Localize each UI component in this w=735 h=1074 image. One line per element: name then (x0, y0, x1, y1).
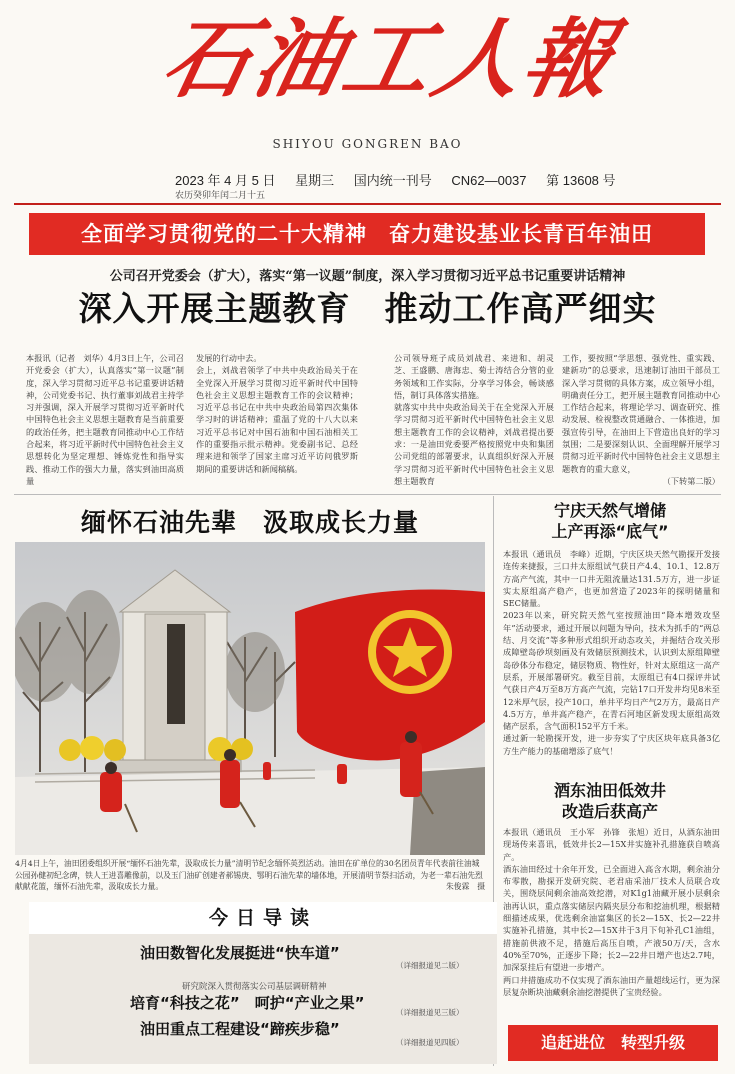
issue-date: 2023 年 4 月 5 日 (175, 173, 276, 188)
lead-column-4: 工作，要按照“学思想、强党性、重实践、建新功”的总要求，迅速制订油田干部员工深入学习贯彻的具体方案，成立领导小组，明确责任分工，把开展主题教育同推动中心工作结合起来，将理论学习、调查研究、推动发展、检视整改贯通融合、一体推进，加强宣传引导，在油田上下营造出良好的学习氛围；二是要深刻认识、全面理解开展学习贯彻习近平新时代中国特色社会主义思想主题教育的重大意义， (562, 353, 720, 474)
issue-number: 第 13608 号 (546, 173, 616, 188)
newspaper-pinyin: SHIYOU GONGREN BAO (272, 137, 463, 151)
today-guide-title: 今日导读 (29, 902, 497, 934)
memorial-photo (15, 542, 485, 855)
dateline (175, 170, 632, 189)
guide-item-3-note: （详细报道见四版） (396, 1038, 464, 1047)
masthead (0, 0, 735, 160)
photo-illustration (15, 542, 485, 855)
domestic-code-label: 国内统一刊号 (353, 173, 432, 188)
lead-kicker: 公司召开党委会（扩大），落实“第一议题”制度，深入学习贯彻习近平总书记重要讲话精神 (109, 269, 626, 284)
lead-column-1: 本报讯（记者 刘华）4月3日上午，公司召开党委会（扩大），认真落实“第一议题”制度，深入学习贯彻习近平总书记重要讲话精神，公司党委书记、执行董事刘战君主持学习并强调，深入开展学习贯彻习近平新时代中国特色社会主义思想主题教育是当前重要的政治任务，把主题教育同推动中心工作结合起来，将习近平新时代中国特色社会主义思想转化为坚定理想、锤炼党性和指导实践、推动工作的强大力量，落实到油田高质量 (26, 353, 184, 486)
lead-headline: 深入开展主题教育 推动工作高严细实 (78, 289, 657, 328)
guide-item-2[interactable]: 培育“科技之花” 呵护“产业之果” (130, 994, 365, 1012)
cn-number: CN62—0037 (451, 173, 527, 188)
photo-headline: 缅怀石油先辈 汲取成长力量 (80, 508, 419, 537)
weekday: 星期三 (295, 173, 335, 188)
newspaper-title: 石油工人報 (154, 9, 626, 110)
slogan-banner: 追赶进位 转型升级 (508, 1025, 718, 1061)
guide-item-3[interactable]: 油田重点工程建设“蹄疾步稳” (140, 1020, 340, 1038)
photographer-credit: 朱俊霖 摄 (446, 882, 485, 891)
side1-body: 本报讯（通讯员 李峰）近期，宁庆区块天然气勘探开发接连传来捷报，三口井太原组试气获日产4.4、10.1、12.8万方高产气流，其中一口井无阻流量达131.5万方，进一步证实太原组高产稳产，也更加营造了2023年的探明储量和SEC储量。 2023年以来，研究院天然气室按照油田“降本增效攻坚年”活动要求，通过开展以问题为导向，技术为抓手的“两总结、月交流”等多种形式组织开动态攻关，并掘结合攻关形成障壁岛砂坝刻画及有效储层预测技术，认识到太原组障壁岛砂体分布稳定，储层物质、物性好，针对太原组这一高产层系，开展部署研究。截至目前，太原组已有4口探评井试气获日产4万至8万方高产气流，完钻17口开发井均见8米至12米厚气层，投产10口，单井平均日产气2万方，最高日产4.5万方，单井高产稳产，在青石河地区新发现太原组高效储产层系，含气面积152平方千米。 通过新一轮勘探开发，进一步夯实了宁庆区块年底具备3亿方生产能力的基础增添了底气！ (503, 549, 720, 756)
side2-headline (500, 780, 720, 822)
guide-item-1[interactable]: 油田数智化发展挺进“快车道” (140, 944, 340, 962)
continued-note: （下转第二版） (662, 476, 720, 486)
side1-headline (500, 500, 720, 542)
side2-headline-line1: 酒东油田低效井 (553, 781, 666, 800)
side2-headline-line2: 改造后获高产 (561, 802, 658, 821)
top-banner: 全面学习贯彻党的二十大精神 奋力建设基业长青百年油田 (29, 213, 705, 255)
guide-item-1-note: （详细报道见二版） (396, 961, 464, 970)
photo-caption (15, 858, 485, 893)
guide-item-2-kicker: 研究院深入贯彻落实公司基层调研精神 (182, 982, 327, 992)
lunar-date: 农历癸卯年闰二月十五 (175, 190, 266, 200)
side1-headline-line2: 上产再添“底气” (551, 522, 669, 541)
red-flag (295, 590, 485, 761)
guide-item-2-note: （详细报道见三版） (396, 1008, 464, 1017)
lead-column-2: 发展的行动中去。 会上，刘战君领学了中共中央政治局关于在全党深入开展学习贯彻习近平新时代中国特色社会主义思想主题教育工作的会议精神；习近平总书记在中共中央政治局第四次集体学习时的讲话精神；重温了党的十八大以来习近平总书记对中国石油和中国石油相关工作的重要指示批示精神。党委副书记、总经理来进和领学了国家主席习近平访问俄罗斯期间的重要讲话和新闻稿稿。 (196, 353, 358, 474)
side2-body: 本报讯（通讯员 王小军 孙锋 张旭）近日，从酒东油田现场传来喜讯，低效井长2—15X井实施补孔措施获自喷高产。 酒东油田经过十余年开发，已全面进入高含水期，剩余油分布零散，勘探开发研究院、老君庙采油厂技术人员联合攻关，围绕层间剩余油高效挖潜，对K1g1油藏开展小层剩余油再认识，重点落实储层内隔夹层分布和挖油机理，根据精细描述成果，优选剩余油富集区的长2—15X、长2—22井实施补孔措施，其中长2—15X井于3月下旬补孔C1油组，措施前供液不足，措施后高压自喷，产液50万/天，含水40%至70%，正逐步下降；长2—22井日增产也达2.7吨，加深泵挂后有望进一步增产。 两口井措施成功不仅实现了酒东油田产量超线运行，更为深层复杂断块油藏剩余油挖潜提供了宝贵经验。 (503, 827, 720, 997)
masthead-rule (14, 203, 721, 205)
lead-column-3: 公司领导班子成员刘战君、来进和、胡灵芝、王盛鹏、唐海忠、菊士涛结合分管的业务领域和工作实际，分享学习体会，畅谈感悟，制订具体落实措施。 就落实中共中央政治局关于在全党深入开展学习贯彻习近平新时代中国特色社会主义思想主题教育工作的会议精神，刘战君提出要求：一是油田党委要严格按照党中央和集团公司党组的部署要求，认真组织好深入开展学习贯彻习近平新时代中国特色社会主义思想主题教育 (394, 353, 554, 486)
section-divider (14, 494, 721, 495)
side1-headline-line1: 宁庆天然气增储 (553, 501, 666, 520)
caption-text: 4月4日上午，油田团委组织开展“缅怀石油先辈，汲取成长力量”清明节纪念缅怀英烈活动。油田在矿单位的30名团员青年代表前往油城公园孙健初纪念碑，铁人王进喜雕像前，以及玉门油矿创建者郝锡庚、鄂明石油先辈的墙体地，开展清明节祭扫活动，为老一辈石油先烈献献花篮，缅怀石油先辈，汲取成长力量。 (15, 859, 483, 891)
